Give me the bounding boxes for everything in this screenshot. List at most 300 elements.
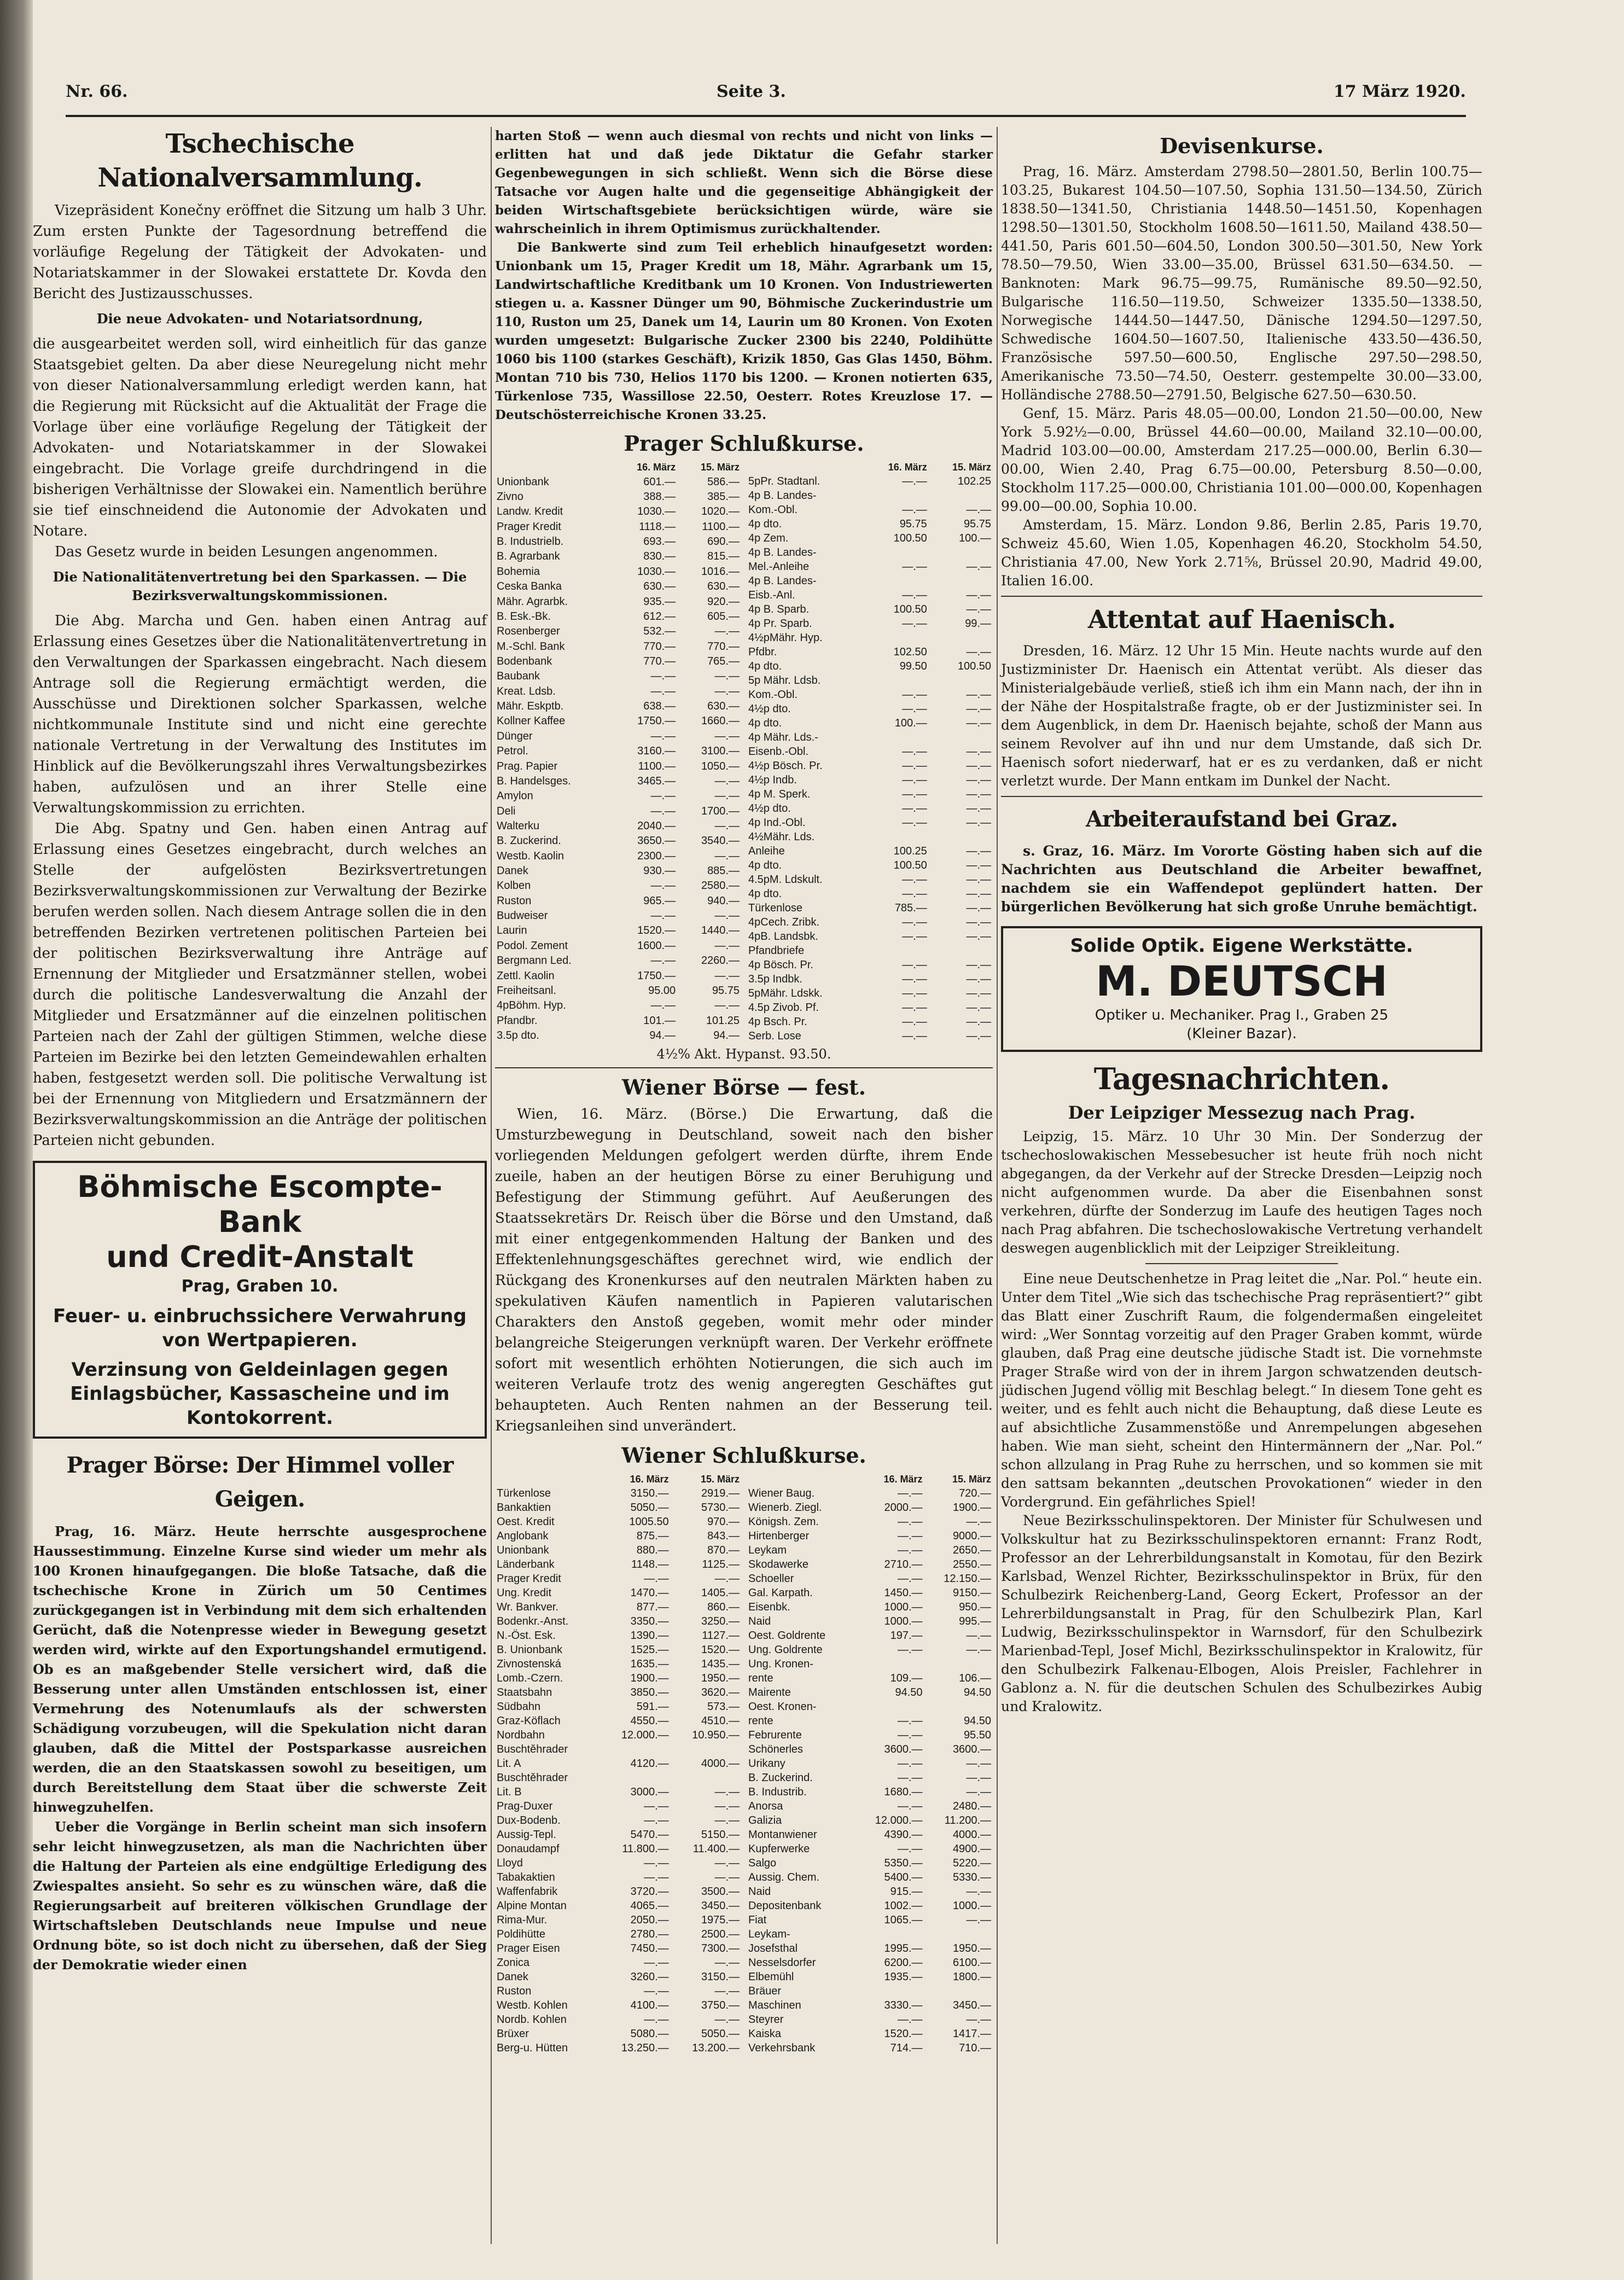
quote-value: 95.75 [712,984,740,997]
ad-bank-name: und Credit-Anstalt [106,1240,414,1274]
quote-value: 1020.— [701,505,740,518]
quote-value: 2710.— [884,1558,923,1571]
section-title: Wiener Börse — fest. [622,1075,866,1100]
quote-value: 815.— [707,550,740,563]
quote-value: 1002.— [884,1900,923,1912]
quote-value: —.— [714,1957,740,1969]
quote-value: —.— [650,790,676,802]
security-name: B. Handelsges. [497,775,571,787]
quote-value: 7300.— [701,1942,740,1955]
quote-row [747,1913,993,1927]
quote-value: —.— [902,959,927,971]
optician-advertisement [1001,926,1482,1052]
quote-row [495,1885,741,1899]
quote-value: 4000.— [952,1829,991,1841]
quote-row [747,2041,993,2055]
quote-row [747,1828,993,1842]
quote-value: —.— [714,1871,740,1883]
quote-value: —.— [902,987,927,999]
quote-row [495,1828,741,1842]
security-name: Leykam- [748,1928,790,1940]
quote-row [495,1028,741,1043]
quote-row [747,488,993,503]
quote-value: 11.400.— [692,1843,740,1855]
security-name: Naid [748,1886,771,1898]
security-name: 4p dto. [748,660,782,672]
quote-value: 885.— [707,865,740,877]
quote-value: 875.— [636,1530,669,1542]
quote-value: —.— [650,730,676,742]
quote-row [495,1543,741,1557]
quote-row [747,616,993,631]
security-name: Februrente [748,1729,802,1741]
quote-value: —.— [902,888,927,900]
quote-row [747,901,993,915]
security-name: Lomb.-Czern. [497,1672,563,1684]
quote-value: 785.— [894,902,927,914]
quote-row [495,1799,741,1813]
security-name: Zivnostenská [497,1658,561,1670]
quote-row [747,602,993,616]
quote-value: 197.— [890,1630,923,1642]
quote-value: —.— [644,1800,669,1812]
security-name: Mairente [748,1686,791,1699]
quote-value: 3850.— [630,1686,669,1699]
quote-value: —.— [966,845,991,857]
security-name: 4p M. Sperk. [748,788,811,800]
quote-row [495,923,741,938]
security-name: 4p Zem. [748,532,789,544]
security-name: Unionbank [497,475,549,488]
quote-value: 100.50 [957,660,991,672]
security-name: Nordb. Kohlen [497,2014,567,2026]
quote-row [747,944,993,958]
quote-value: 1435.— [701,1658,740,1670]
quote-row [747,1572,993,1586]
quote-row [747,659,993,673]
quote-value: 1520.— [637,924,676,937]
article-paragraph: Prag, 16. März. Heute herrschte ausgesprochene Haussestimmung. Einzelne Kurse sind wieder um mehr als 100 Kronen hinaufgegangen. Die bloße Tatsache, daß die tschechische Krone in Zürich um 50 Centimes zurückgegangen ist in Verbindung mit dem sich erhaltenden Gerücht, daß die Notenpresse wieder in Bewegung gesetzt werden wird, wirkte auf den Exportungshandel ermutigend. Ob es an maßgebender Stelle versichert wird, daß die Besserung unter allen Umständen entschlossen ist, einer Vermehrung des Notenumlaufs als der schwersten Schädigung vorzubeugen, will die Spekulation nicht daran glauben, daß die Mittel der Postsparkasse ausreichen werden, die an den Staatskassen sowohl zu beseitigen, um durch Bereitstellung dem Staat über die schwerste Zeit hinwegzuhelfen. [33,1523,487,1815]
quote-value: 4390.— [884,1829,923,1841]
quote-value: 3540.— [701,835,740,847]
quote-value: 4000.— [701,1758,740,1770]
quote-value: —.— [966,802,991,815]
quote-value: —.— [902,930,927,943]
security-name: 3.5p dto. [497,1030,539,1042]
quote-row [495,1856,741,1870]
quote-value: 1450.— [884,1587,923,1599]
quote-row [495,1756,741,1771]
quote-value [929,631,993,645]
security-name: Verkehrsbank [748,2042,816,2054]
quote-value: —.— [650,880,676,892]
quote-row [495,1941,741,1956]
divider [1145,1263,1338,1264]
security-name: Budweiser [497,910,548,922]
quote-value [929,730,993,745]
quote-value: 11.200.— [944,1814,991,1827]
quote-row [495,1657,741,1671]
security-name: Ung. Kronen- [748,1658,813,1670]
quote-value [865,488,929,503]
quote-value [671,1771,741,1785]
quote-row [747,574,993,588]
quote-value: —.— [714,1857,740,1869]
quote-value: —.— [902,618,927,630]
quote-value: —.— [644,1573,669,1585]
security-name: Nesselsdorfer [748,1957,816,1969]
quote-row [747,972,993,986]
quote-row [495,1984,741,1998]
quote-value: 3650.— [637,835,676,847]
article-paragraph: harten Stoß — wenn auch diesmal von rechts und nicht von links — erlitten hat und daß jede Diktatur die Gefahr starker Gegenbewegungen in sich schließt. Wenn sich die Börse diese Tatsache vor Augen halte und die gegenseitige Abhängigkeit der beiden Wirtschaftsgebiete berücksichtigen würde, wäre sie wahrscheinlich in ihrem Optimismus zurückhaltender. [495,129,993,236]
security-name: 4½pMähr. Hyp. [748,632,823,644]
quote-value: —.— [897,1729,923,1741]
security-name: 4p Pr. Sparb. [748,618,812,630]
security-name: Mel.-Anleihe [748,561,810,573]
quote-value: —.— [966,1516,991,1528]
quote-value: 385.— [707,491,740,503]
quote-value: —.— [714,999,740,1012]
quote-row [495,759,741,773]
quote-row [495,504,741,519]
security-name: 4p Bsch. Pr. [748,1016,807,1028]
quote-value: 95.75 [963,518,991,530]
security-name: Anorsa [748,1800,783,1812]
quote-value: 612.— [643,610,676,623]
security-name: Bodenkr.-Anst. [497,1615,569,1627]
quote-row [495,1899,741,1913]
quote-value: 601.— [643,475,676,488]
quote-row [747,474,993,488]
quote-row [495,1970,741,1984]
security-name: Kolben [497,880,531,892]
quote-value: 2500.— [701,1928,740,1940]
quote-value: 3150.— [701,1971,740,1983]
article-subheading: Die neue Advokaten- und Notariatsordnung, [96,311,423,327]
security-name: 5pPr. Stadtanl. [748,475,820,487]
quote-row [495,669,741,684]
quote-value: 2780.— [630,1928,669,1940]
quote-value: —.— [966,788,991,800]
security-name: Kupferwerke [748,1843,810,1855]
quote-value: 3330.— [884,1999,923,2011]
security-name: Mähr. Eskptb. [497,700,564,713]
prague-quotes-table-right [747,460,993,1043]
security-name: Oest. Goldrente [748,1630,826,1642]
quote-value: 95.00 [648,984,676,997]
quote-row [495,1728,741,1742]
quote-value: 2300.— [637,850,676,862]
quote-row [495,998,741,1013]
quote-value: 3150.— [630,1487,669,1499]
quote-row [747,702,993,716]
quote-value: 1000.— [884,1615,923,1627]
security-name: Prager Eisen [497,1942,560,1955]
quote-value: —.— [902,475,927,487]
quote-value: —.— [644,1857,669,1869]
quote-value: —.— [902,916,927,928]
quote-value: 101.25 [706,1014,740,1027]
quote-value [865,944,929,958]
quote-value: —.— [902,1030,927,1042]
quote-value: —.— [966,746,991,758]
quote-value: —.— [966,902,991,914]
quote-value: —.— [966,1630,991,1642]
quote-value: 765.— [707,655,740,667]
quote-value: —.— [714,969,740,982]
quote-value: 1390.— [630,1630,669,1642]
security-name: Westb. Kaolin [497,850,564,862]
security-name: 4p dto. [748,518,782,530]
security-name: Nordbahn [497,1729,545,1741]
security-name: Eisenb.-Obl. [748,746,809,758]
ad-bank-name: Böhmische Escompte-Bank [77,1170,443,1239]
security-name: Südbahn [497,1701,541,1713]
quote-value: 1440.— [701,924,740,937]
security-name: 3.5p Indbk. [748,973,802,985]
quote-row [495,1614,741,1628]
quote-value: 4120.— [630,1758,669,1770]
quote-row [747,1799,993,1813]
vienna-quotes [495,1472,993,2055]
divider [1001,596,1482,597]
security-name: Danek [497,1971,528,1983]
quote-value: —.— [644,1814,669,1827]
security-name: Tabakaktien [497,1871,555,1883]
security-name: Zettl. Kaolin [497,969,555,982]
quote-row [495,1927,741,1941]
ad-tagline: Solide Optik. Eigene Werkstätte. [1070,935,1413,957]
quote-row [747,915,993,929]
quote-row [495,743,741,758]
quote-value: 1700.— [701,805,740,817]
security-name: Ung. Kredit [497,1587,552,1599]
security-name: B. Esk.-Bk. [497,610,551,623]
security-name: Steyrer [748,2014,784,2026]
security-name: 4p Bösch. Pr. [748,959,813,971]
security-name: Alpine Montan [497,1900,567,1912]
quote-value: 94.— [649,1030,676,1042]
security-name: Eisb.-Anl. [748,589,795,601]
quote-value: —.— [966,916,991,928]
security-name: Galizia [748,1814,782,1827]
quote-value: 3465.— [637,775,676,787]
quote-value: —.— [714,625,740,638]
security-name: Dünger [497,730,533,742]
quote-value: 1118.— [639,520,676,533]
quote-value: 13.200.— [692,2042,740,2054]
quote-value: —.— [966,817,991,829]
quote-row [495,908,741,923]
quote-row [747,1029,993,1043]
quote-value: 3160.— [637,745,676,758]
quote-value [865,730,929,745]
quote-value: —.— [902,874,927,886]
security-name: rente [748,1715,773,1727]
quote-value [924,1927,993,1941]
quote-value: 573.— [707,1701,740,1713]
quote-row [495,1998,741,2013]
security-name: Laurin [497,924,527,937]
security-name: Kaiska [748,2028,782,2040]
quote-value: 11.800.— [622,1843,669,1855]
security-name: Maschinen [748,1999,801,2011]
quote-row [747,1984,993,1998]
quote-row [495,714,741,729]
quote-row [747,1956,993,1970]
quote-row [747,1643,993,1657]
quote-value: —.— [644,1871,669,1883]
quote-row [747,1671,993,1685]
security-name: B. Industrib. [748,1786,807,1798]
quote-row [747,773,993,787]
quote-value [924,1984,993,1998]
security-name: Pfdbr. [748,646,777,658]
quote-value: —.— [897,2014,923,2026]
article-title: Attentat auf Haenisch. [1087,604,1396,634]
security-name: Lit. B [497,1786,522,1798]
quote-row [747,560,993,574]
quote-row [747,1515,993,1529]
security-name: Montanwiener [748,1829,817,1841]
quote-value [671,1742,741,1756]
quote-row [495,654,741,668]
quote-value: —.— [650,910,676,922]
quote-value [929,673,993,688]
security-name: Gal. Karpath. [748,1587,813,1599]
quote-value: 915.— [890,1886,923,1898]
date-header: 16. März [630,1474,669,1485]
quote-value: 950.— [959,1601,991,1613]
quote-value: 1470.— [630,1587,669,1599]
quote-value: —.— [966,703,991,715]
quote-value: 532.— [643,625,676,638]
quote-value: 3750.— [701,1999,740,2011]
quote-row [495,1785,741,1799]
quote-value: 690.— [707,536,740,548]
security-name: Baubank [497,670,540,683]
security-name: Ung. Goldrente [748,1644,823,1656]
quote-row [747,531,993,545]
section-title: Wiener Schlußkurse. [621,1443,866,1468]
quote-value: —.— [902,817,927,829]
security-name: Kollner Kaffee [497,715,566,728]
quote-value: 1050.— [701,760,740,772]
security-name: Urikany [748,1758,785,1770]
quote-row [495,474,741,489]
quote-value [865,673,929,688]
quote-value: —.— [714,730,740,742]
quote-row [747,1998,993,2013]
security-name: 4pCech. Zribk. [748,916,820,928]
quote-row [747,730,993,745]
quote-value: 1950.— [701,1672,740,1684]
quote-row [747,673,993,688]
quote-value: 99.— [965,618,991,630]
security-name: 4pB. Landsbk. [748,930,818,943]
quote-value: 12.000.— [621,1729,669,1741]
security-name: Poldihütte [497,1928,545,1940]
security-name: Aussig. Chem. [748,1871,820,1883]
quote-value: —.— [714,1814,740,1827]
quote-value: 3350.— [630,1615,669,1627]
quote-value: —.— [966,504,991,516]
quote-row [495,953,741,968]
ad-address: (Kleiner Bazar). [1186,1026,1297,1042]
security-name: Brüxer [497,2028,529,2040]
quote-row [747,588,993,602]
security-name: Danek [497,865,528,877]
quote-value: 5730.— [701,1502,740,1514]
date-header: 15. März [952,1474,991,1485]
quote-value: 109.— [890,1672,923,1684]
security-name: 4p Ind.-Obl. [748,817,806,829]
quote-value: —.— [902,746,927,758]
quote-row [495,968,741,983]
security-name: Bergmann Led. [497,955,572,967]
quote-value: 5330.— [952,1871,991,1883]
quote-value: 3600.— [884,1743,923,1755]
quote-value: 1127.— [702,1630,740,1642]
quote-value: 2040.— [637,819,676,832]
security-name: M.-Schl. Bank [497,640,565,653]
quote-row [747,1685,993,1700]
quote-value: 860.— [707,1601,740,1613]
quote-value: —.— [966,888,991,900]
quote-value: 13.250.— [621,2042,669,2054]
security-name: 4p B. Landes- [748,575,817,587]
quote-value: 5400.— [884,1871,923,1883]
security-name: 4½Mähr. Lds. [748,831,815,843]
quote-row [747,1927,993,1941]
quote-row [495,1529,741,1543]
quote-value: 3260.— [630,1971,669,1983]
quote-row [747,986,993,1001]
quote-value: 1750.— [637,969,676,982]
quote-value: —.— [897,1758,923,1770]
quote-value: —.— [897,1800,923,1812]
security-name: Freiheitsanl. [497,984,556,997]
quote-value: 5050.— [701,2028,740,2040]
quote-row [495,848,741,863]
security-name: Rima-Mur. [497,1914,548,1926]
article-paragraph: Wien, 16. März. (Börse.) Die Erwartung, daß die Umsturzbewegung in Deutschland, soweit nach den bisher vorliegenden Meldungen gefolgert werden dürfte, ihrem Ende zueile, haben an der heutigen Börse zu einer Beruhigung und Befestigung der Stimmung geführt. Auf Aeußerungen des Staatssekretärs Dr. Reisch über die Börse und den Umstand, daß mit einer entgegenkommenden Haltung der Banken und des Effektenlehnungsgeschäftes gerechnet wird, wie endlich der Rückgang des Kronenkurses auf den neutralen Märkten haben zu spekulativen Käufen namentlich in Papieren valutarischen Charakters den Anstoß gegeben, womit mehr oder minder belangreiche Steigerungen verknüpft waren. Der Verkehr eröffnete sofort mit wesentlich erhöhten Notierungen, die sich auch im weiteren Verlaufe trotz des wenig angeregten Geschäftes gut behaupteten. Auch Renten nahmen an der Besserung teil. Kriegsanleihen sind unverändert. [495,1106,993,1434]
quote-value: 4100.— [630,1999,669,2011]
security-name: Bohemia [497,565,540,578]
security-name: Podol. Zement [497,939,568,952]
security-name: 4.5pM. Ldskult. [748,874,823,886]
security-name: B. Agrarbank [497,550,560,563]
security-name: Zivno [497,491,523,503]
quote-row [495,1671,741,1685]
quote-value: 1005.50 [629,1516,669,1528]
security-name: Türkenlose [748,902,802,914]
quote-row [747,688,993,702]
security-name: Oest. Kronen- [748,1701,817,1713]
article-title: Der Leipziger Messezug nach Prag. [1068,1102,1416,1123]
quote-value: 770.— [643,640,676,653]
quote-row [747,1586,993,1600]
quote-row [495,789,741,804]
quote-value: —.— [966,603,991,615]
quote-value: —.— [966,859,991,871]
quote-value: —.— [897,1516,923,1528]
quote-value: —.— [966,717,991,729]
quote-value: 94.50 [963,1715,991,1727]
column-divider [997,127,998,2244]
quote-value: —.— [650,805,676,817]
